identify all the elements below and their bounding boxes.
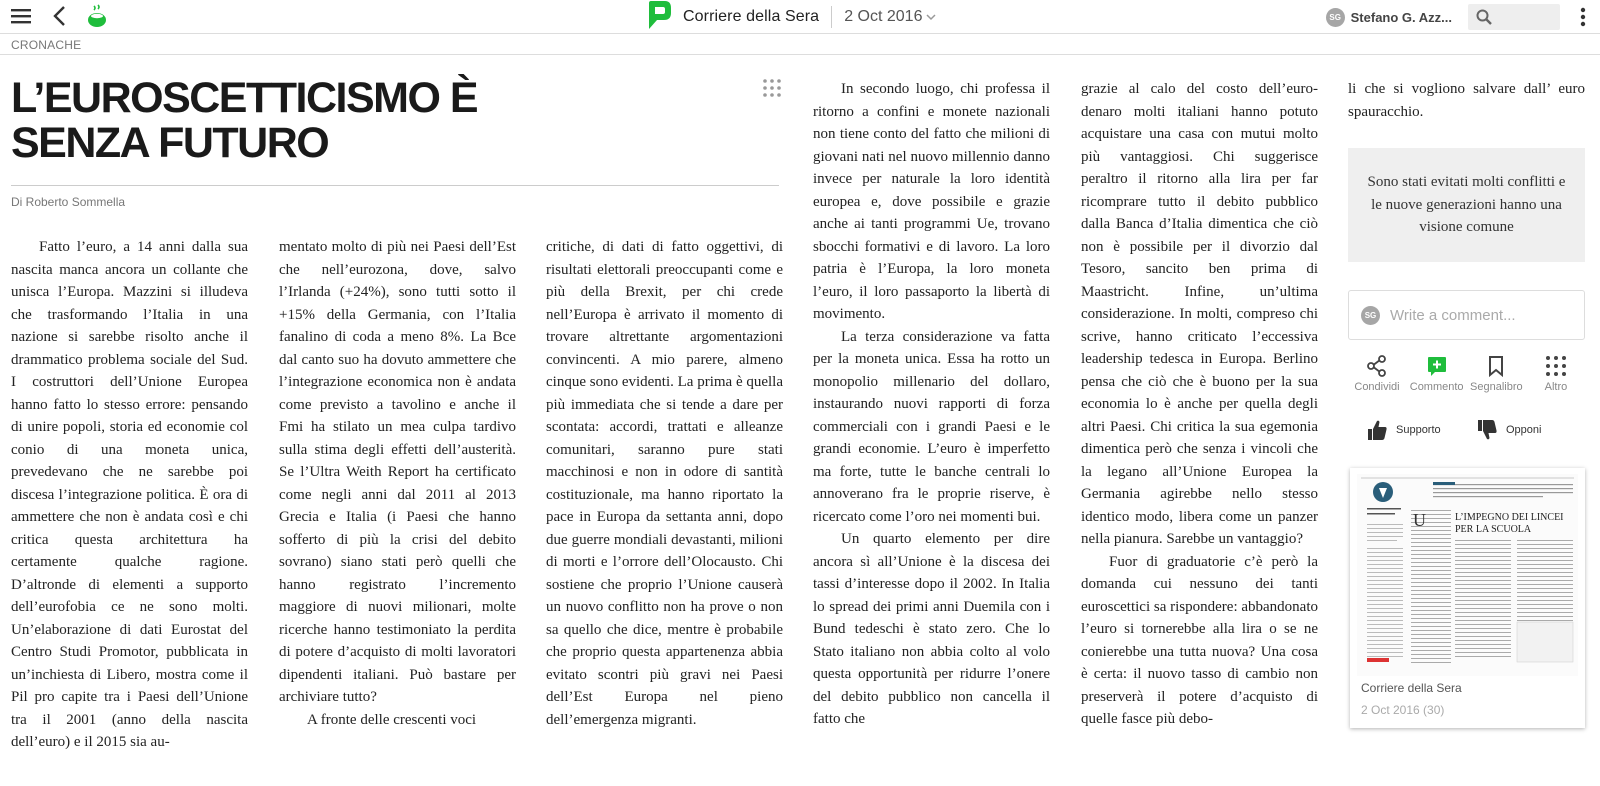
- search-input[interactable]: [1468, 4, 1560, 30]
- article-column-3: [546, 236, 783, 731]
- pull-quote: Sono stati evitati molti conflitti e le nuove generazioni hanno una visione comune: [1348, 148, 1585, 262]
- divider: [831, 6, 832, 28]
- comment-avatar: SG: [1361, 306, 1380, 325]
- share-icon: [1366, 355, 1388, 377]
- article-column-6: [1348, 78, 1585, 123]
- bookmark-button[interactable]: [1467, 355, 1525, 393]
- paragraph: La terza considerazione va fatta per la moneta unica. Essa ha rotto un monopolio millenario del dollaro, instaurando nuovi rapporti di forza commerciali con i grandi Paesi e le grandi economie. L’euro è imperfetto ma forte, tutte le banche centrali lo annoverano fra le proprie riserve, è ricercato come l’oro nei momenti bui.: [813, 328, 1050, 525]
- issue-date-selector[interactable]: [844, 8, 936, 26]
- thumbs-up-icon: [1366, 418, 1388, 442]
- article-column-5: [1081, 78, 1318, 731]
- byline: Di Roberto Sommella: [11, 195, 126, 209]
- bookmark-label: Segnalibro: [1470, 381, 1523, 393]
- paragraph: Fuor di graduatorie c’è però la domanda cui nessuno dei tanti euroscettici sa rispondere: abbandonato l’euro si tornerebbe alla lira o se ne conierebbe una tutta nuova? Una cosa è certa: il nuovo tasso di cambio non preserverà il potere d’acquisto di quelle fasce più debo-: [1081, 553, 1318, 727]
- share-button[interactable]: [1348, 355, 1406, 393]
- comment-label: Commento: [1409, 381, 1464, 393]
- more-label: Altro: [1544, 381, 1568, 393]
- article-actions: [1348, 355, 1585, 393]
- more-grid-icon: [1545, 355, 1567, 377]
- comment-placeholder: Write a comment...: [1390, 306, 1516, 324]
- divider: [11, 185, 779, 186]
- paragraph: li che si vogliono salvare dall’ euro spauracchio.: [1348, 81, 1585, 120]
- comment-input[interactable]: [1348, 290, 1585, 340]
- paragraph: A fronte delle crescenti voci: [307, 711, 477, 728]
- comment-button[interactable]: [1408, 355, 1466, 393]
- back-icon[interactable]: [46, 3, 72, 29]
- issue-date: 2 Oct 2016 (30): [1361, 703, 1445, 717]
- issue-card[interactable]: [1350, 468, 1585, 728]
- article-headline: L’EUROSCETTICISMO È SENZA FUTURO: [11, 74, 478, 167]
- paragraph: critiche, di dati di fatto oggettivi, di risultati elettorali preoccupanti come e più della Brexit, per chi crede nell’Europa è arrivato il momento di trovare altrettante argomentazioni convincenti. A mio parere, almeno cinque sono evidenti. La prima è quella più immediata che si tende a dare per scontata: accordi, trattati e alleanze comunitari, saranno pure stati macchinosi e non in odore di santità costituzionale, ma hanno riportato la pace in Europa da settanta anni, dopo due guerre mondiali devastanti, milioni di morti e l’orrore dell’Olocausto. Chi sostiene che proprio l’Unione causerà un nuovo conflitto non ha prove o non sa quello che dice, mentre è probabile che proprio questa appartenenza abbia evitato scontri più gravi nei Paesi dell’Est Europa nel pieno dell’emergenza migranti.: [546, 239, 784, 728]
- drag-grid-icon[interactable]: [762, 78, 782, 103]
- issue-thumbnail: [1357, 474, 1578, 676]
- article-column-1: [11, 236, 248, 754]
- paragraph: Fatto l’euro, a 14 anni dalla sua nascita manca ancora un collante che unisca l’Europa. Mazzini si illudeva che trasformando l’Italia in una nazione si sarebbe risolto anche il drammatico problema sociale del Sud. I costruttori dell’Unione Europea hanno fatto lo stesso errore: pensando di unire popoli, storia ed economie col conio di una moneta unica, prevedevano che ne sarebbe poi discesa l’integrazione politica. È ora di ammettere che non è andata così e chi critica questa architettura ha certamente qualche ragione. D’altronde di elementi a supporto dell’eurofobia ce ne sono molti. Un’elaborazione di dati Eurostat del Centro Studi Promotor, pubblicata in un’inchiesta di Libero, mostra come il Pil pro capite tra i Paesi dell’Unione tra il 2001 (anno della nascita dell’euro) e il 2015 sia au-: [11, 239, 248, 750]
- issue-date-label: 2 Oct 2016: [844, 8, 923, 25]
- chevron-down-icon: [926, 13, 936, 21]
- support-button[interactable]: [1366, 418, 1476, 442]
- paragraph: Un quarto elemento per dire ancora sì all’Unione è la discesa dei tassi d’interesse dopo il 2002. In Italia lo spread dei primi anni Duemila con i Bund tedeschi è stato zero. Che lo Stato italiano non abbia colto al volo questa opportunità per ridurre l’onere del debito pubblico non cancella il fatto che: [813, 531, 1050, 727]
- more-options-icon[interactable]: [1570, 4, 1596, 30]
- section-label[interactable]: CRONACHE: [11, 38, 82, 52]
- coffee-cup-icon[interactable]: [84, 3, 110, 29]
- thumbs-down-icon: [1476, 418, 1498, 442]
- user-avatar[interactable]: SG: [1326, 8, 1345, 27]
- article-column-2: [279, 236, 516, 731]
- oppose-label: Opponi: [1506, 424, 1542, 436]
- pressreader-logo-icon: [645, 0, 673, 36]
- svg-text:U: U: [1413, 510, 1426, 530]
- top-bar: [0, 0, 1600, 34]
- divider: [0, 54, 1600, 55]
- vote-bar: [1366, 418, 1586, 442]
- paragraph: mentato molto di più nei Paesi dell’Est che nell’eurozona, dove, salvo l’Irlanda (+24%), sono tutti sotto il +15% della Germania, con l’Italia fanalino di coda a meno 8%. La Bce dal canto suo ha dovuto ammettere che l’integrazione economica non è andata come previsto a tavolino e anche il Fmi ha stilato un mea culpa tardivo sulla stima degli effetti dell’austerità. Se l’Ultra Weith Report ha certificato come negli anni dal 2011 al 2013 Grecia e Italia (i Paesi che hanno sofferto di più la crisi del debito sovrano) siano stati però quelli che hanno registrato l’incremento maggiore di nuovi milionari, molte ricerche hanno testimoniato la perdita di potere d’acquisto di molti lavoratori dipendenti italiani. Può bastare per archiviare tutto?: [279, 239, 516, 705]
- issue-title: Corriere della Sera: [1361, 681, 1462, 695]
- paragraph: grazie al calo del costo dell’euro-denaro molti italiani hanno potuto acquistare una casa con mutui molto più vantaggiosi. Chi suggerisce peraltro il ritorno alla lira per far ricomprare tutto il debito pubblico dalla Banca d’Italia dimentica che ciò non è possibile per il divorzio dal Tesoro, sancito ben prima di Maastricht. Infine, un’ultima considerazione. In molti, compreso chi scrive, hanno criticato l’eccessiva leadership tedesca in Europa. Berlino pensa che ciò che è buono per la sua economia lo è anche per quella degli altri Paesi. Chi critica la sua egemonia dimentica però che senza i vincoli che la legano all’Unione Europea la Germania agirebbe nello stesso identico modo, libera come un panzer nella pianura. Sarebbe un vantaggio?: [1081, 81, 1318, 547]
- comment-plus-icon: [1426, 355, 1448, 377]
- oppose-button[interactable]: [1476, 418, 1586, 442]
- user-name[interactable]: Stefano G. Azz...: [1350, 9, 1452, 25]
- search-icon: [1476, 9, 1492, 25]
- menu-icon[interactable]: [8, 3, 34, 29]
- thumb-headline-1: L’IMPEGNO DEI LINCEI: [1455, 512, 1564, 523]
- bookmark-icon: [1485, 355, 1507, 377]
- publication-title[interactable]: Corriere della Sera: [683, 8, 820, 25]
- support-label: Supporto: [1396, 424, 1441, 436]
- more-button[interactable]: [1527, 355, 1585, 393]
- paragraph: In secondo luogo, chi professa il ritorno a confini e monete nazionali non tiene conto del fatto che milioni di giovani nati nel nuovo millennio danno invece per naturale la loro identità europea e, dove possibile e grazie anche ai tanti programmi Ue, trovano sbocchi formativi e di lavoro. La loro patria è l’Europa, la loro moneta l’euro, il loro passaporto la libertà di movimento.: [813, 81, 1050, 322]
- share-label: Condividi: [1354, 381, 1400, 393]
- thumb-headline-2: PER LA SCUOLA: [1455, 524, 1532, 535]
- article-column-4: [813, 78, 1050, 731]
